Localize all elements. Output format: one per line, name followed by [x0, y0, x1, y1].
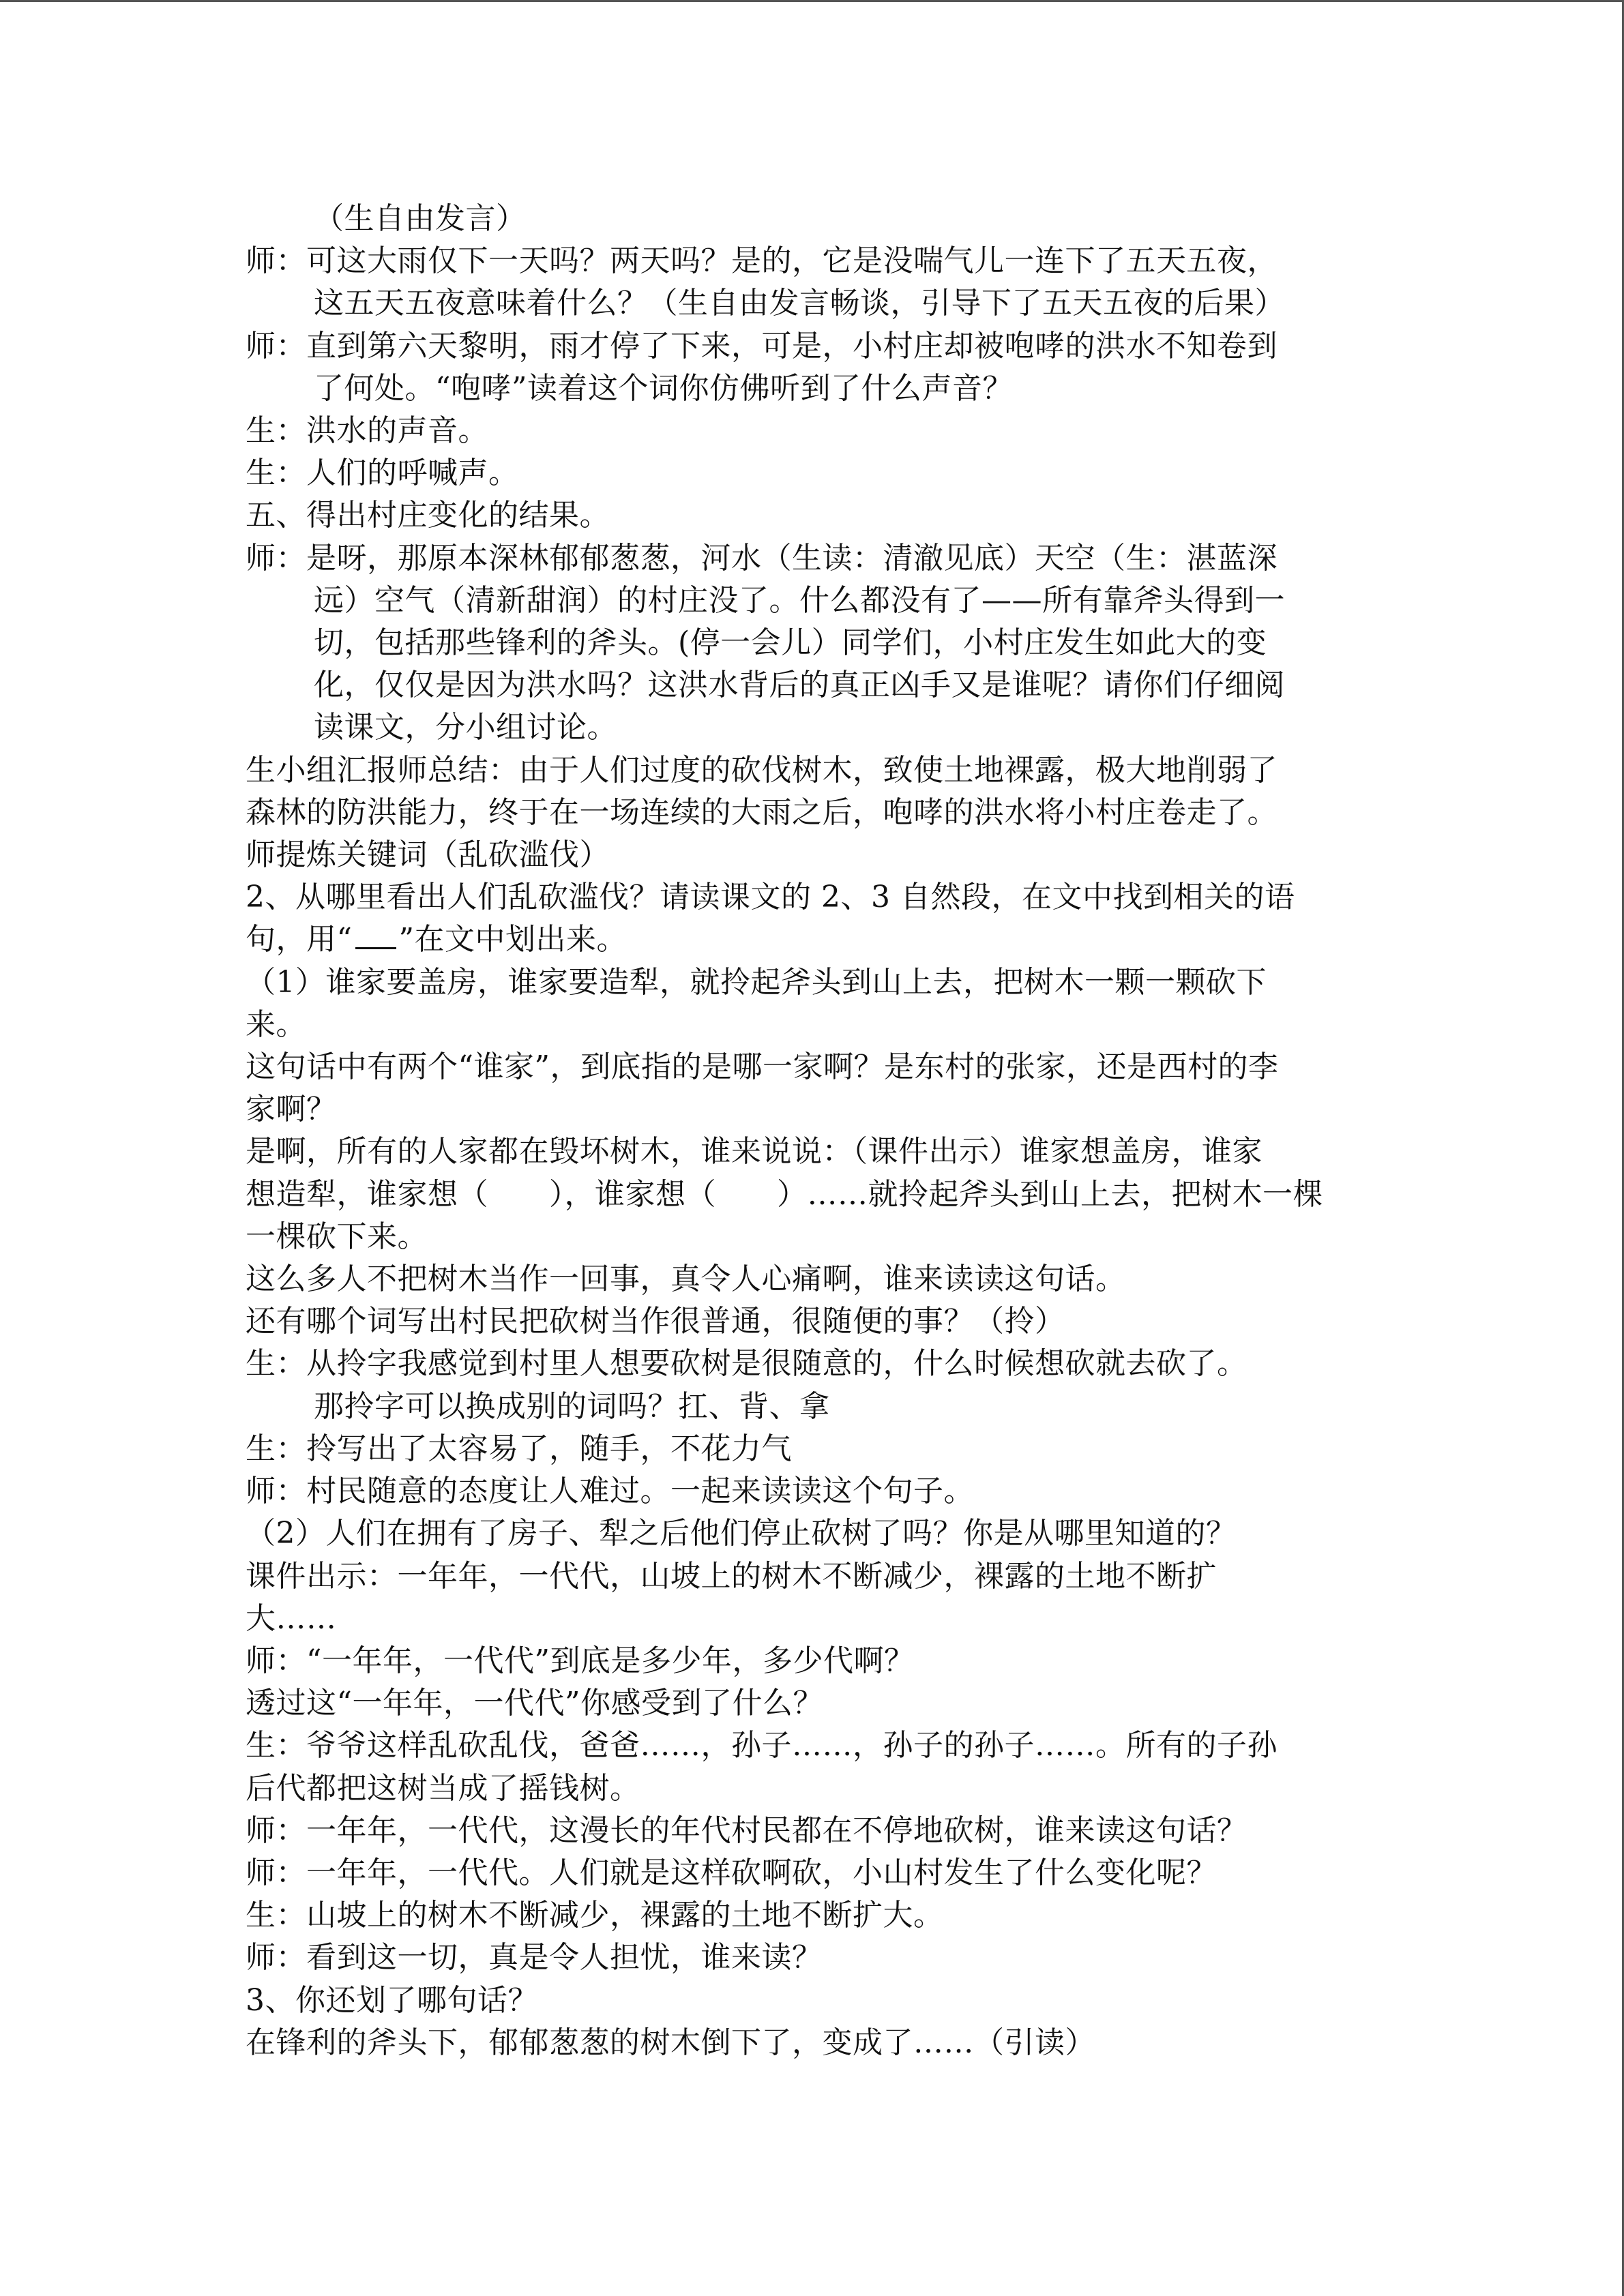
text-line: 师提炼关键词（乱砍滥伐） [246, 837, 610, 873]
text-line: 读课文，分小组讨论。 [314, 710, 617, 745]
text-line: 生：爷爷这样乱砍乱伐，爸爸……，孙子……，孙子的孙子……。所有的子孙 [246, 1728, 1278, 1763]
text-line: 来。 [246, 1007, 306, 1042]
text-line: 五、得出村庄变化的结果。 [246, 498, 610, 533]
text-line: 师：是呀，那原本深林郁郁葱葱，河水（生读：清澈见底）天空（生：湛蓝深 [246, 540, 1278, 576]
text-line: 想造犁，谁家想（ ），谁家想（ ）……就拎起斧头到山上去，把树木一棵 [246, 1176, 1323, 1212]
text-line: 在锋利的斧头下，郁郁葱葱的树木倒下了，变成了……（引读） [246, 2025, 1095, 2060]
text-line: 还有哪个词写出村民把砍树当作很普通，很随便的事？（拎） [246, 1304, 1065, 1339]
text-line: 生：人们的呼喊声。 [246, 456, 519, 491]
text-line: 大…… [246, 1600, 337, 1636]
text-line: 透过这“一年年，一代代”你感受到了什么？ [246, 1686, 823, 1721]
document-body [246, 198, 1391, 2064]
text-line: （生自由发言） [314, 201, 527, 236]
text-line: 2、从哪里看出人们乱砍滥伐？请读课文的 2、3 自然段，在文中找到相关的语 [246, 880, 1295, 915]
text-line: 师：看到这一切，真是令人担忧，谁来读？ [246, 1940, 823, 1976]
text-line: 家啊？ [246, 1092, 337, 1127]
page-border-top [0, 0, 1624, 2]
text-line: 生：洪水的声音。 [246, 413, 488, 449]
text-line: 生：从拎字我感觉到村里人想要砍树是很随意的，什么时候想砍就去砍了。 [246, 1346, 1247, 1382]
text-line: 切，包括那些锋利的斧头。(停一会儿）同学们，小村庄发生如此大的变 [314, 625, 1267, 661]
text-fragment: ”在文中划出来。 [398, 922, 627, 957]
underline-blank [355, 920, 396, 949]
text-line: 这五天五夜意味着什么？（生自由发言畅谈，引导下了五天五夜的后果） [314, 286, 1285, 321]
text-line: 师：一年年，一代代，这漫长的年代村民都在不停地砍树，谁来读这句话？ [246, 1813, 1247, 1848]
text-line: 了何处。“咆哮”读着这个词你仿佛听到了什么声音？ [314, 370, 1013, 406]
text-line: 师：一年年，一代代。人们就是这样砍啊砍，小山村发生了什么变化呢？ [246, 1855, 1217, 1890]
text-line: 后代都把这树当成了摇钱树。 [246, 1770, 640, 1806]
text-line-with-blank [246, 919, 1391, 961]
text-line: （2）人们在拥有了房子、犁之后他们停止砍树了吗？你是从哪里知道的？ [246, 1516, 1237, 1551]
text-line: 是啊，所有的人家都在毁坏树木，谁来说说：（课件出示）谁家想盖房，谁家 [246, 1134, 1263, 1169]
text-line: （1）谁家要盖房，谁家要造犁，就拎起斧头到山上去，把树木一颗一颗砍下 [246, 964, 1267, 1000]
text-line: 这句话中有两个“谁家”，到底指的是哪一家啊？是东村的张家，还是西村的李 [246, 1049, 1279, 1085]
text-line: 课件出示：一年年，一代代，山坡上的树木不断减少，裸露的土地不断扩 [246, 1558, 1217, 1594]
text-line: 化，仅仅是因为洪水吗？这洪水背后的真正凶手又是谁呢？请你们仔细阅 [314, 668, 1285, 703]
text-line: 生：山坡上的树木不断减少，裸露的土地不断扩大。 [246, 1898, 944, 1933]
text-line: 这么多人不把树木当作一回事，真令人心痛啊，谁来读读这句话。 [246, 1262, 1126, 1297]
text-line: 生小组汇报师总结：由于人们过度的砍伐树木，致使土地裸露，极大地削弱了 [246, 752, 1278, 788]
text-fragment: 句，用“ [246, 922, 353, 957]
text-line: 生：拎写出了太容易了，随手，不花力气 [246, 1431, 792, 1466]
text-line: 师：村民随意的态度让人难过。一起来读读这个句子。 [246, 1474, 974, 1509]
text-line: 师：直到第六天黎明，雨才停了下来，可是，小村庄却被咆哮的洪水不知卷到 [246, 328, 1278, 363]
text-line: 3、你还划了哪句话？ [246, 1982, 538, 2018]
text-line: 那拎字可以换成别的词吗？扛、背、拿 [314, 1388, 830, 1424]
text-line: 师：可这大雨仅下一天吗？两天吗？是的，它是没喘气儿一连下了五天五夜， [246, 243, 1278, 279]
text-line: 森林的防洪能力，终于在一场连续的大雨之后，咆哮的洪水将小村庄卷走了。 [246, 794, 1278, 830]
text-line: 一棵砍下来。 [246, 1219, 428, 1254]
text-line: 远）空气（清新甜润）的村庄没了。什么都没有了——所有靠斧头得到一 [314, 582, 1285, 618]
text-line: 师：“一年年，一代代”到底是多少年，多少代啊？ [246, 1643, 915, 1678]
